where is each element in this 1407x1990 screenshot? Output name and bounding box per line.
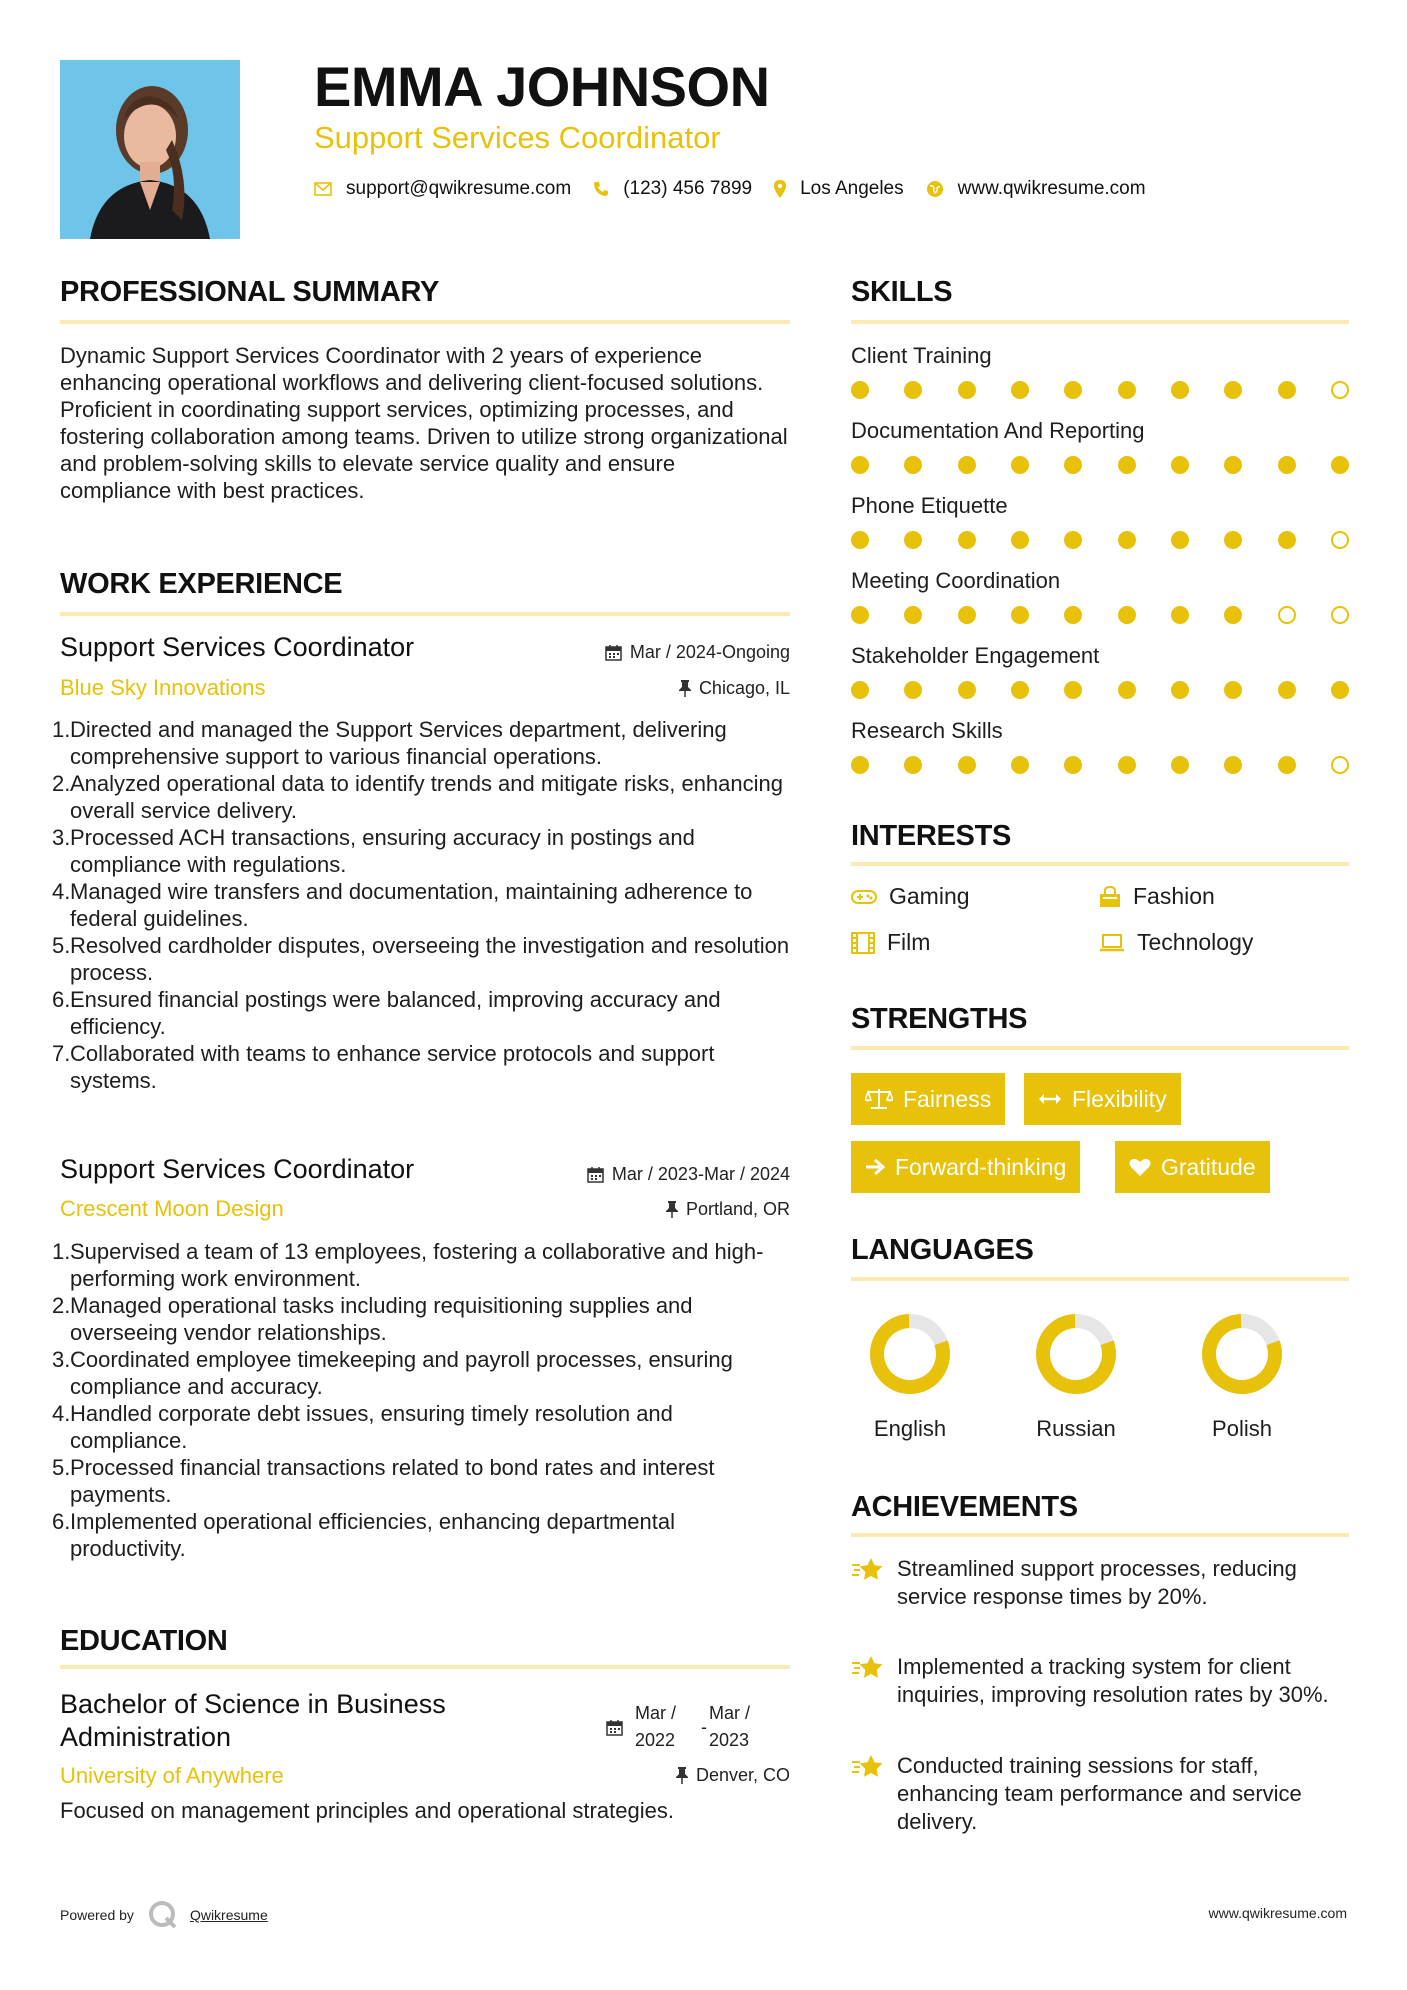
contact-phone[interactable] xyxy=(593,178,752,200)
education-start: Mar / 2022 xyxy=(635,1703,677,1750)
skill-rating xyxy=(851,455,1349,475)
strength-tag xyxy=(851,1073,1005,1125)
rating-dot-filled xyxy=(1118,381,1136,399)
globe-icon xyxy=(926,180,944,198)
skill-rating xyxy=(851,680,1349,700)
list-item: 6. Implemented operational efficiencies, enhancing departmental productivity. xyxy=(52,1509,675,1561)
rating-dot-filled xyxy=(1011,681,1029,699)
rating-dot-filled xyxy=(1011,381,1029,399)
education-divider xyxy=(60,1665,790,1669)
summary-heading: PROFESSIONAL SUMMARY xyxy=(60,276,440,308)
strength-label: Fairness xyxy=(903,1085,992,1112)
rating-dot-filled xyxy=(851,756,869,774)
rating-dot-filled xyxy=(1171,456,1189,474)
skill-name: Stakeholder Engagement xyxy=(851,643,1100,668)
interest-label: Film xyxy=(887,929,931,955)
skill-name: Research Skills xyxy=(851,718,1003,743)
rating-dot-filled xyxy=(1171,381,1189,399)
education-location xyxy=(676,1765,790,1786)
rating-dot-filled xyxy=(904,606,922,624)
strengths-heading: STRENGTHS xyxy=(851,1003,1028,1035)
balance-scale-icon xyxy=(865,1088,893,1110)
rating-dot-filled xyxy=(1278,681,1296,699)
location-text: Los Angeles xyxy=(800,178,904,199)
job-dates xyxy=(587,1164,790,1185)
interest-item xyxy=(1099,883,1215,910)
calendar-icon xyxy=(605,644,622,661)
rating-dot-filled xyxy=(1278,756,1296,774)
job-duties xyxy=(52,1238,792,1562)
rating-dot-filled xyxy=(958,681,976,699)
achievement-item xyxy=(851,1653,1351,1709)
rating-dot-empty xyxy=(1331,606,1349,624)
skill-rating xyxy=(851,380,1349,400)
skill-rating xyxy=(851,530,1349,550)
rating-dot-filled xyxy=(851,456,869,474)
list-item: 1. Directed and managed the Support Services department, delivering comprehensive support to various financial operations. xyxy=(52,717,727,769)
list-item: 2. Managed operational tasks including requisitioning supplies and overseeing vendor relationships. xyxy=(52,1293,693,1345)
skill-name: Documentation And Reporting xyxy=(851,418,1145,443)
interests-divider xyxy=(851,862,1349,866)
job-location-text: Portland, OR xyxy=(685,1199,790,1219)
language-name: Polish xyxy=(1212,1416,1272,1441)
degree-line-1: Bachelor of Science in Business xyxy=(60,1689,446,1719)
interest-label: Fashion xyxy=(1133,883,1215,909)
rating-dot-filled xyxy=(1118,531,1136,549)
rating-dot-empty xyxy=(1331,531,1349,549)
rating-dot-filled xyxy=(1011,456,1029,474)
rating-dot-filled xyxy=(1224,531,1242,549)
rating-dot-filled xyxy=(1171,606,1189,624)
list-item: 4. Managed wire transfers and documentation, maintaining adherence to federal guidelines. xyxy=(52,879,753,931)
rating-dot-filled xyxy=(1064,606,1082,624)
language-name: English xyxy=(873,1416,947,1441)
calendar-icon xyxy=(587,1166,604,1183)
list-item: 3. Processed ACH transactions, ensuring accuracy in postings and compliance with regulations. xyxy=(52,825,695,877)
footer-url[interactable]: www.qwikresume.com xyxy=(1208,1905,1347,1921)
map-pin-icon xyxy=(774,180,786,198)
education-heading: EDUCATION xyxy=(60,1625,228,1657)
work-heading: WORK EXPERIENCE xyxy=(60,568,343,600)
list-item: 7. Collaborated with teams to enhance service protocols and support systems. xyxy=(52,1041,715,1093)
rating-dot-empty xyxy=(1278,606,1296,624)
rating-dot-filled xyxy=(1278,531,1296,549)
list-item: 2. Analyzed operational data to identify trends and mitigate risks, enhancing overall service delivery. xyxy=(52,771,783,823)
languages-divider xyxy=(851,1277,1349,1281)
interest-item xyxy=(851,883,970,910)
star-icon xyxy=(851,1752,897,1836)
rating-dot-filled xyxy=(1224,456,1242,474)
strength-label: Gratitude xyxy=(1161,1153,1256,1180)
envelope-icon xyxy=(314,182,332,196)
candidate-name: EMMA JOHNSON xyxy=(314,55,770,118)
rating-dot-filled xyxy=(1118,681,1136,699)
film-icon xyxy=(851,932,875,954)
website-text: www.qwikresume.com xyxy=(957,178,1146,199)
achievement-text: Implemented a tracking system for client inquiries, improving resolution rates by 30%. xyxy=(897,1654,1329,1707)
rating-dot-filled xyxy=(958,531,976,549)
rating-dot-filled xyxy=(1118,456,1136,474)
rating-dot-filled xyxy=(1224,756,1242,774)
interest-label: Gaming xyxy=(889,883,970,909)
achievements-divider xyxy=(851,1533,1349,1537)
education-location-text: Denver, CO xyxy=(695,1765,790,1785)
job-location xyxy=(666,1199,790,1220)
achievement-item xyxy=(851,1752,1351,1836)
interests-heading: INTERESTS xyxy=(851,820,1012,852)
rating-dot-filled xyxy=(1118,756,1136,774)
skills-heading: SKILLS xyxy=(851,276,953,308)
rating-dot-filled xyxy=(1118,606,1136,624)
education-dates xyxy=(606,1700,767,1754)
strength-tag xyxy=(851,1141,1080,1193)
rating-dot-filled xyxy=(851,606,869,624)
skill-rating xyxy=(851,755,1349,775)
rating-dot-filled xyxy=(1331,456,1349,474)
list-item: 6. Ensured financial postings were balanced, improving accuracy and efficiency. xyxy=(52,987,721,1039)
interest-item xyxy=(851,929,930,956)
rating-dot-filled xyxy=(1278,456,1296,474)
job-dates-text: Mar / 2024-Ongoing xyxy=(629,642,790,662)
rating-dot-filled xyxy=(1064,381,1082,399)
contact-website[interactable] xyxy=(926,178,1146,200)
skills-divider xyxy=(851,320,1349,324)
footer-powered-by xyxy=(60,1900,268,1930)
rating-dot-filled xyxy=(904,756,922,774)
work-divider xyxy=(60,612,790,616)
rating-dot-filled xyxy=(1064,756,1082,774)
rating-dot-filled xyxy=(904,681,922,699)
brand-link[interactable]: Qwikresume xyxy=(189,1907,268,1923)
job-company: Blue Sky Innovations xyxy=(60,675,266,700)
rating-dot-filled xyxy=(1011,531,1029,549)
rating-dot-empty xyxy=(1331,756,1349,774)
interest-item xyxy=(1099,929,1253,956)
skill-name: Phone Etiquette xyxy=(851,493,1008,518)
job-dates xyxy=(605,642,790,663)
rating-dot-filled xyxy=(1064,531,1082,549)
pushpin-icon xyxy=(666,1201,678,1218)
list-item: 3. Coordinated employee timekeeping and payroll processes, ensuring compliance and accuracy. xyxy=(52,1347,733,1399)
rating-dot-filled xyxy=(1064,456,1082,474)
school-name: University of Anywhere xyxy=(60,1763,284,1788)
laptop-icon xyxy=(1099,934,1125,952)
rating-dot-filled xyxy=(1171,756,1189,774)
email-text: support@qwikresume.com xyxy=(346,178,572,199)
degree-title xyxy=(60,1688,446,1754)
rating-dot-filled xyxy=(1064,681,1082,699)
pushpin-icon xyxy=(676,1767,688,1784)
rating-dot-filled xyxy=(904,456,922,474)
qwikresume-logo-icon xyxy=(148,1900,178,1930)
rating-dot-filled xyxy=(1278,381,1296,399)
profile-photo xyxy=(60,60,240,239)
strength-label: Forward-thinking xyxy=(895,1153,1067,1180)
candidate-role: Support Services Coordinator xyxy=(314,120,721,155)
rating-dot-filled xyxy=(851,531,869,549)
rating-dot-empty xyxy=(1331,381,1349,399)
list-item: 1. Supervised a team of 13 employees, fostering a collaborative and high-performing work environment. xyxy=(52,1239,764,1291)
gamepad-icon xyxy=(851,889,877,905)
summary-divider xyxy=(60,320,790,324)
rating-dot-filled xyxy=(1224,381,1242,399)
achievement-item xyxy=(851,1555,1351,1611)
achievement-text: Streamlined support processes, reducing service response times by 20%. xyxy=(897,1556,1297,1609)
contact-location xyxy=(774,178,904,200)
job-title: Support Services Coordinator xyxy=(60,1154,415,1184)
arrow-right-icon xyxy=(865,1158,885,1176)
list-item: 5. Resolved cardholder disputes, overseeing the investigation and resolution process. xyxy=(52,933,790,985)
rating-dot-filled xyxy=(851,381,869,399)
strength-tag xyxy=(1024,1073,1181,1125)
skill-rating xyxy=(851,605,1349,625)
rating-dot-filled xyxy=(958,606,976,624)
job-dates-text: Mar / 2023-Mar / 2024 xyxy=(611,1164,790,1184)
rating-dot-filled xyxy=(1011,606,1029,624)
bag-icon xyxy=(1099,886,1121,908)
list-item: 5. Processed financial transactions related to bond rates and interest payments. xyxy=(52,1455,715,1507)
rating-dot-filled xyxy=(1171,681,1189,699)
job-company: Crescent Moon Design xyxy=(60,1196,284,1221)
achievement-text: Conducted training sessions for staff, enhancing team performance and service delivery. xyxy=(897,1753,1302,1834)
strength-label: Flexibility xyxy=(1072,1085,1167,1112)
strengths-divider xyxy=(851,1046,1349,1050)
star-icon xyxy=(851,1653,897,1709)
calendar-icon xyxy=(606,1719,623,1736)
arrows-horizontal-icon xyxy=(1038,1092,1062,1106)
pushpin-icon xyxy=(679,680,691,697)
languages-heading: LANGUAGES xyxy=(851,1234,1034,1266)
rating-dot-filled xyxy=(1224,681,1242,699)
rating-dot-filled xyxy=(1224,606,1242,624)
language-name: Russian xyxy=(1036,1416,1116,1441)
rating-dot-filled xyxy=(1011,756,1029,774)
rating-dot-filled xyxy=(904,531,922,549)
rating-dot-filled xyxy=(1171,531,1189,549)
job-duties xyxy=(52,716,792,1094)
phone-icon xyxy=(593,181,609,197)
heart-icon xyxy=(1129,1157,1151,1177)
language-proficiency-ring xyxy=(1199,1311,1285,1397)
rating-dot-filled xyxy=(904,381,922,399)
education-end: Mar / 2023 xyxy=(709,1703,751,1750)
education-description: Focused on management principles and operational strategies. xyxy=(60,1798,674,1823)
job-location xyxy=(679,678,790,699)
skill-name: Client Training xyxy=(851,343,992,368)
star-icon xyxy=(851,1555,897,1611)
skill-name: Meeting Coordination xyxy=(851,568,1061,593)
summary-text: Dynamic Support Services Coordinator with 2 years of experience enhancing operational workflows and delivering client-focused solutions. Proficient in coordinating support services, optimizing processes, and fostering collaboration among teams. Driven to utilize strong organizational and problem-solving skills to elevate service quality and ensure compliance with best practices. xyxy=(60,343,788,503)
phone-text: (123) 456 7899 xyxy=(623,178,753,199)
language-proficiency-ring xyxy=(1033,1311,1119,1397)
rating-dot-filled xyxy=(958,756,976,774)
powered-by-label: Powered by xyxy=(60,1907,134,1923)
interest-label: Technology xyxy=(1137,929,1254,955)
list-item: 4. Handled corporate debt issues, ensuring timely resolution and compliance. xyxy=(52,1401,673,1453)
date-separator: - xyxy=(701,1716,707,1737)
job-title: Support Services Coordinator xyxy=(60,632,415,662)
strength-tag xyxy=(1115,1141,1270,1193)
rating-dot-filled xyxy=(958,381,976,399)
language-proficiency-ring xyxy=(867,1311,953,1397)
degree-line-2: Administration xyxy=(60,1722,232,1752)
rating-dot-filled xyxy=(1331,681,1349,699)
job-location-text: Chicago, IL xyxy=(698,678,790,698)
achievements-heading: ACHIEVEMENTS xyxy=(851,1491,1078,1523)
contact-row xyxy=(314,178,1168,200)
contact-email[interactable] xyxy=(314,178,571,200)
rating-dot-filled xyxy=(851,681,869,699)
rating-dot-filled xyxy=(958,456,976,474)
